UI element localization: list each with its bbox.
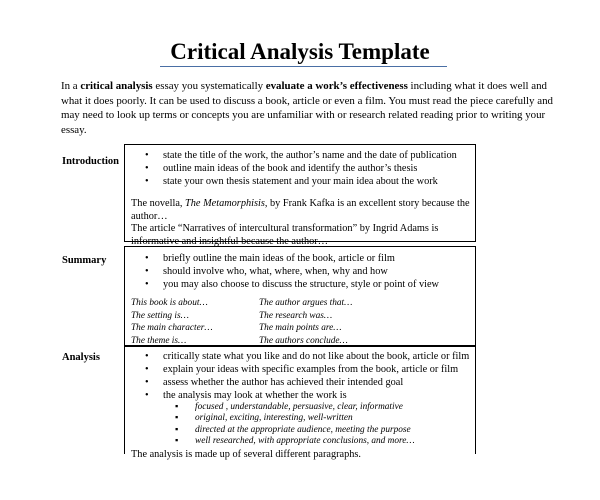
list-item: • the analysis may look at whether the work is	[125, 389, 475, 402]
summary-bullets	[125, 252, 475, 291]
introduction-example-1: The novella, The Metamorphisis, by Frank Kafka is an excellent story because the author…	[131, 198, 470, 222]
list-item: • briefly outline the main ideas of the book, article or film	[125, 252, 475, 265]
summary-phrase: The authors conclude…	[259, 335, 348, 346]
list-item: • state the title of the work, the author’s name and the date of publication	[125, 149, 475, 162]
analysis-closing: The analysis is made up of several different paragraphs.	[131, 449, 361, 461]
list-item: • outline main ideas of the book and identify the author’s thesis	[125, 162, 475, 175]
analysis-box	[124, 346, 476, 461]
analysis-label: Analysis	[62, 352, 100, 363]
summary-phrase: The author argues that…	[259, 298, 353, 308]
introduction-example-2: The article “Narratives of intercultural transformation” by Ingrid Adams is informative and insightful because the author…	[131, 223, 439, 247]
summary-label: Summary	[62, 255, 107, 266]
page-title: Critical Analysis Template	[170, 39, 430, 64]
intro-paragraph: In a critical analysis essay you systematically evaluate a work’s effectiveness including what it does well and what it does poorly. It can be used to discuss a book, article or even a film. You must read the piece carefully and may need to look up terms or concepts you are unfamiliar with or research related reading prior to writing your essay.	[61, 80, 553, 136]
list-item: ▪ well researched, with appropriate conclusions, and more…	[125, 436, 475, 447]
summary-phrase: The main points are…	[259, 323, 342, 334]
analysis-bullets	[125, 350, 475, 402]
title-underline	[160, 66, 447, 67]
introduction-bullets	[125, 149, 475, 188]
summary-phrase: The setting is…	[131, 310, 189, 321]
analysis-sub-bullets	[125, 402, 475, 447]
summary-phrase-grid	[125, 297, 475, 347]
list-item: • state your own thesis statement and your main idea about the work	[125, 175, 475, 188]
list-item: • critically state what you like and do not like about the book, article or film	[125, 350, 475, 363]
list-item: • explain your ideas with specific examples from the book, article or film	[125, 363, 475, 376]
summary-phrase: The theme is…	[131, 335, 187, 346]
summary-phrase: This book is about…	[131, 298, 208, 308]
list-item: • you may also choose to discuss the structure, style or point of view	[125, 278, 475, 291]
list-item: ▪ focused , understandable, persuasive, clear, informative	[125, 402, 475, 413]
list-item: • should involve who, what, where, when, why and how	[125, 265, 475, 278]
list-item: ▪ directed at the appropriate audience, meeting the purpose	[125, 425, 475, 436]
list-item: ▪ original, exciting, interesting, well-written	[125, 413, 475, 424]
summary-phrase: The research was…	[259, 310, 333, 321]
introduction-label: Introduction	[62, 156, 119, 167]
summary-box	[124, 246, 476, 346]
introduction-box	[124, 144, 476, 247]
list-item: • assess whether the author has achieved their intended goal	[125, 376, 475, 389]
summary-phrase: The main character…	[131, 323, 213, 334]
